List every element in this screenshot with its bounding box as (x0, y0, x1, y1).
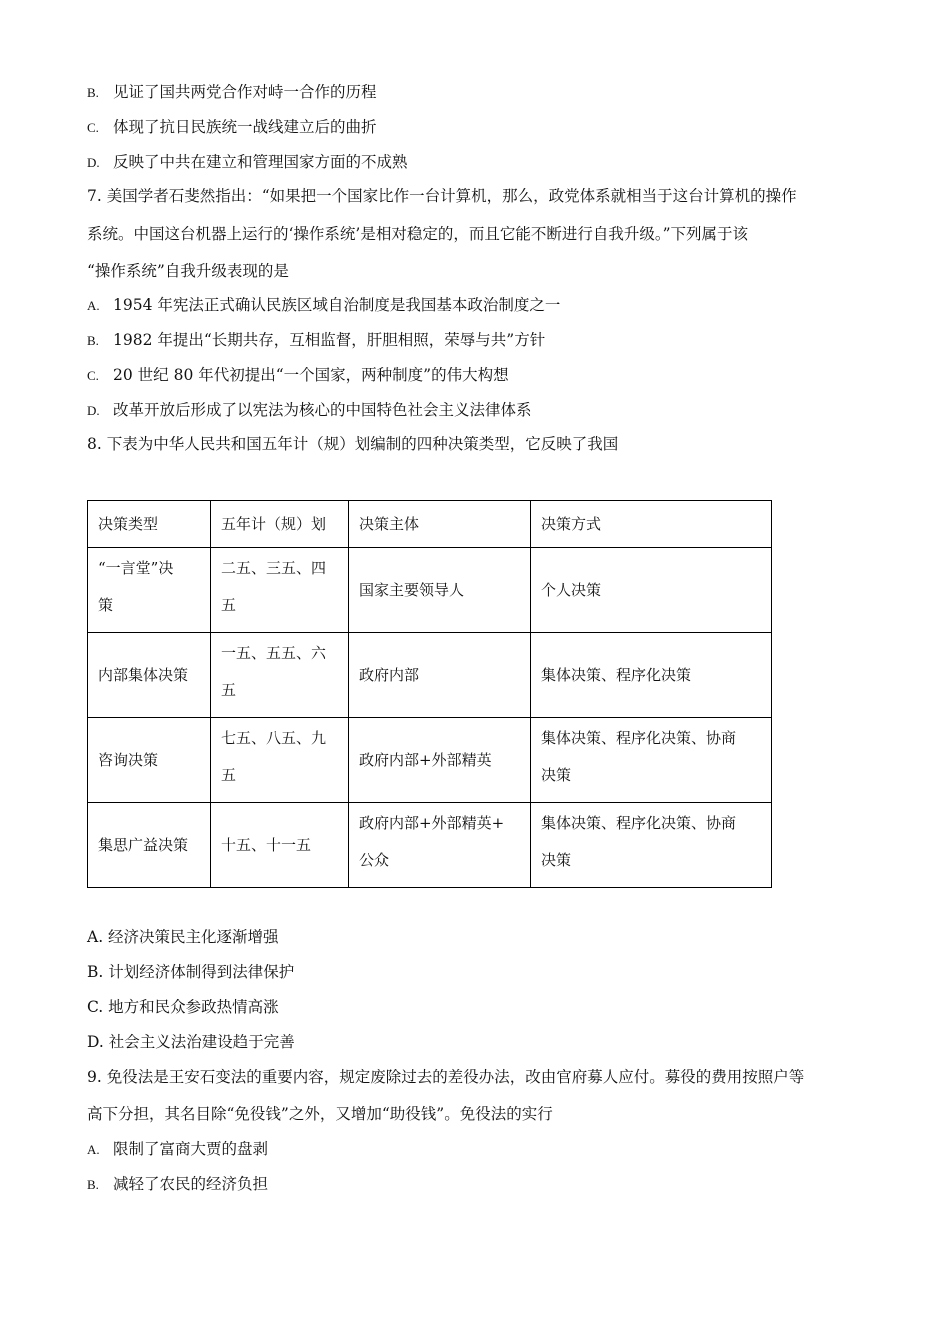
cell-line: 五 (221, 681, 237, 699)
table-cell-plan (211, 718, 349, 803)
q6-option-d (87, 152, 408, 173)
option-letter: B. (87, 85, 99, 100)
q8-stem: 8. 下表为中华人民共和国五年计（规）划编制的四种决策类型，它反映了我国 (87, 435, 619, 453)
q9-option-a (87, 1139, 268, 1160)
table-row (88, 548, 772, 633)
table-cell-method (531, 718, 772, 803)
cell-line: 五 (221, 596, 237, 614)
table-cell-type (88, 718, 211, 803)
table-cell-method (531, 548, 772, 633)
option-letter: A. (87, 298, 100, 313)
table-cell-subject (349, 803, 531, 888)
q7-option-d (87, 400, 532, 421)
cell-line: 咨询决策 (98, 750, 159, 769)
option-text: 1954 年宪法正式确认民族区域自治制度是我国基本政治制度之一 (113, 296, 561, 314)
cell-line: 一五、五五、六 (221, 644, 327, 662)
q7-option-a (87, 295, 560, 316)
option-text: 限制了富商大贾的盘剥 (113, 1140, 269, 1158)
q7-option-c (87, 365, 509, 386)
cell-line: “一言堂”决 (98, 559, 174, 577)
table-cell-subject (349, 633, 531, 718)
table-cell-type (88, 633, 211, 718)
table-cell-plan (211, 803, 349, 888)
option-letter: B. (87, 333, 99, 348)
cell-line: 策 (98, 596, 114, 614)
option-text: 改革开放后形成了以宪法为核心的中国特色社会主义法律体系 (113, 401, 532, 419)
table-cell-plan (211, 633, 349, 718)
cell-line: 二五、三五、四 (221, 559, 327, 577)
q8-option-d: D. 社会主义法治建设趋于完善 (87, 1033, 295, 1051)
q6-option-b (87, 82, 377, 103)
table-row (88, 633, 772, 718)
cell-line: 集思广益决策 (98, 835, 189, 854)
table-row (88, 718, 772, 803)
table-cell-plan (211, 548, 349, 633)
option-text: 见证了国共两党合作对峙一合作的历程 (113, 83, 377, 101)
q8-option-c: C. 地方和民众参政热情高涨 (87, 998, 279, 1016)
table-cell-subject (349, 548, 531, 633)
option-letter: D. (87, 403, 100, 418)
option-letter: C. (87, 120, 99, 135)
cell-line: 七五、八五、九 (221, 729, 327, 747)
cell-line: 决策 (541, 851, 572, 869)
cell-line: 十五、十一五 (221, 835, 312, 854)
q7-stem-line-3: “操作系统”自我升级表现的是 (87, 262, 289, 280)
option-letter: D. (87, 155, 100, 170)
option-letter: B. (87, 1177, 99, 1192)
cell-line: 决策 (541, 766, 572, 784)
option-text: 体现了抗日民族统一战线建立后的曲折 (113, 118, 377, 136)
cell-line: 内部集体决策 (98, 665, 189, 684)
cell-line: 五 (221, 766, 237, 784)
option-letter: C. (87, 368, 99, 383)
option-text: 20 世纪 80 年代初提出“一个国家，两种制度”的伟大构想 (113, 366, 509, 384)
option-text: 减轻了农民的经济负担 (113, 1175, 269, 1193)
q7-stem-line-1: 7. 美国学者石斐然指出：“如果把一个国家比作一台计算机，那么，政党体系就相当于这台计算机的操作 (87, 187, 797, 205)
cell-line: 公众 (359, 851, 390, 869)
q8-option-b: B. 计划经济体制得到法律保护 (87, 963, 295, 981)
option-text: 反映了中共在建立和管理国家方面的不成熟 (113, 153, 408, 171)
table-row (88, 803, 772, 888)
table-cell-method (531, 633, 772, 718)
table-header-cell: 五年计（规）划 (211, 501, 349, 548)
option-letter: A. (87, 1142, 100, 1157)
table-header-row (88, 501, 772, 548)
q9-stem-line-1: 9. 免役法是王安石变法的重要内容，规定废除过去的差役办法，改由官府募人应付。募役的费用按照户等 (87, 1068, 805, 1086)
cell-line: 政府内部 (359, 665, 420, 684)
q9-stem-line-2: 高下分担，其名目除“免役钱”之外，又增加“助役钱”。免役法的实行 (87, 1105, 553, 1123)
q7-stem-line-2: 系统。中国这台机器上运行的‘操作系统’是相对稳定的，而且它能不断进行自我升级。”下列属于该 (87, 225, 749, 243)
table-cell-type (88, 803, 211, 888)
option-text: 1982 年提出“长期共存，互相监督，肝胆相照，荣辱与共”方针 (113, 331, 546, 349)
table-cell-method (531, 803, 772, 888)
decision-type-table (87, 500, 772, 888)
table-cell-type (88, 548, 211, 633)
cell-line: 集体决策、程序化决策、协商 (541, 814, 737, 832)
table-header-cell: 决策主体 (349, 501, 531, 548)
q8-option-a: A. 经济决策民主化逐渐增强 (87, 928, 279, 946)
cell-line: 政府内部+外部精英 (359, 750, 492, 769)
cell-line: 国家主要领导人 (359, 580, 465, 599)
table-header-cell: 决策方式 (531, 501, 772, 548)
cell-line: 政府内部+外部精英+ (359, 814, 505, 832)
q7-option-b (87, 330, 545, 351)
table-header-cell: 决策类型 (88, 501, 211, 548)
q6-option-c (87, 117, 377, 138)
cell-line: 集体决策、程序化决策、协商 (541, 729, 737, 747)
cell-line: 集体决策、程序化决策 (541, 665, 692, 684)
cell-line: 个人决策 (541, 580, 602, 599)
q9-option-b (87, 1174, 268, 1195)
table-cell-subject (349, 718, 531, 803)
